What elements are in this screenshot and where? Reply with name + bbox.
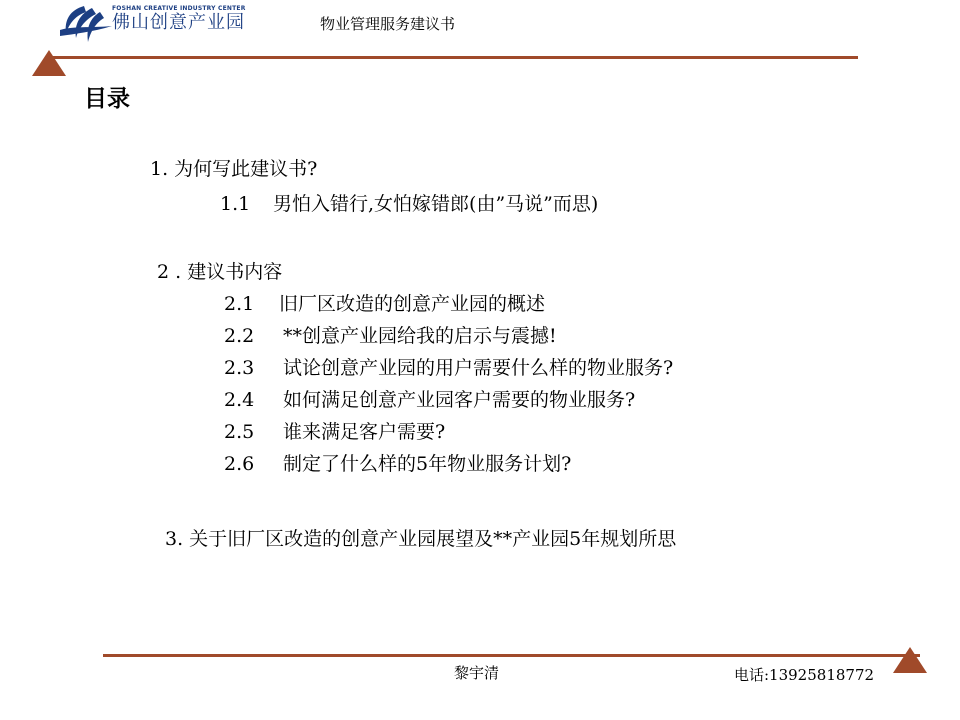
toc-item-text: 如何满足创意产业园客户需要的物业服务?	[283, 389, 636, 411]
toc-item-text: 谁来满足客户需要?	[283, 421, 446, 443]
top-divider	[48, 56, 858, 59]
document-title: 物业管理服务建议书	[320, 15, 456, 33]
triangle-marker-icon	[893, 647, 927, 673]
toc-section-2: 2 . 建议书内容	[157, 261, 283, 283]
footer-phone: 电话:13925818772	[734, 666, 875, 684]
footer-author: 黎宇清	[454, 664, 500, 682]
toc-item-text: **创意产业园给我的启示与震撼!	[283, 325, 557, 347]
page-heading: 目录	[84, 86, 130, 112]
bottom-divider	[103, 654, 920, 657]
toc-item-number: 2.6	[224, 453, 255, 475]
toc-item-number: 2.1	[224, 293, 255, 315]
toc-section-3: 3. 关于旧厂区改造的创意产业园展望及**产业园5年规划所思	[165, 528, 677, 550]
toc-item-number: 1.1	[220, 193, 251, 215]
toc-item-text: 试论创意产业园的用户需要什么样的物业服务?	[283, 357, 674, 379]
company-logo-icon	[58, 4, 114, 46]
toc-item-text: 制定了什么样的5年物业服务计划?	[283, 453, 572, 475]
toc-section-1: 1. 为何写此建议书?	[150, 158, 318, 180]
toc-item-text: 旧厂区改造的创意产业园的概述	[279, 293, 546, 315]
toc-item-number: 2.4	[224, 389, 255, 411]
logo-name: 佛山创意产业园	[112, 12, 245, 33]
toc-item-number: 2.5	[224, 421, 255, 443]
toc-item-text: 男怕入错行,女怕嫁错郎(由”马说”而思)	[273, 193, 599, 215]
toc-item-number: 2.3	[224, 357, 255, 379]
toc-item-number: 2.2	[224, 325, 255, 347]
triangle-marker-icon	[32, 50, 66, 76]
logo-subtitle: FOSHAN CREATIVE INDUSTRY CENTER	[112, 5, 246, 12]
